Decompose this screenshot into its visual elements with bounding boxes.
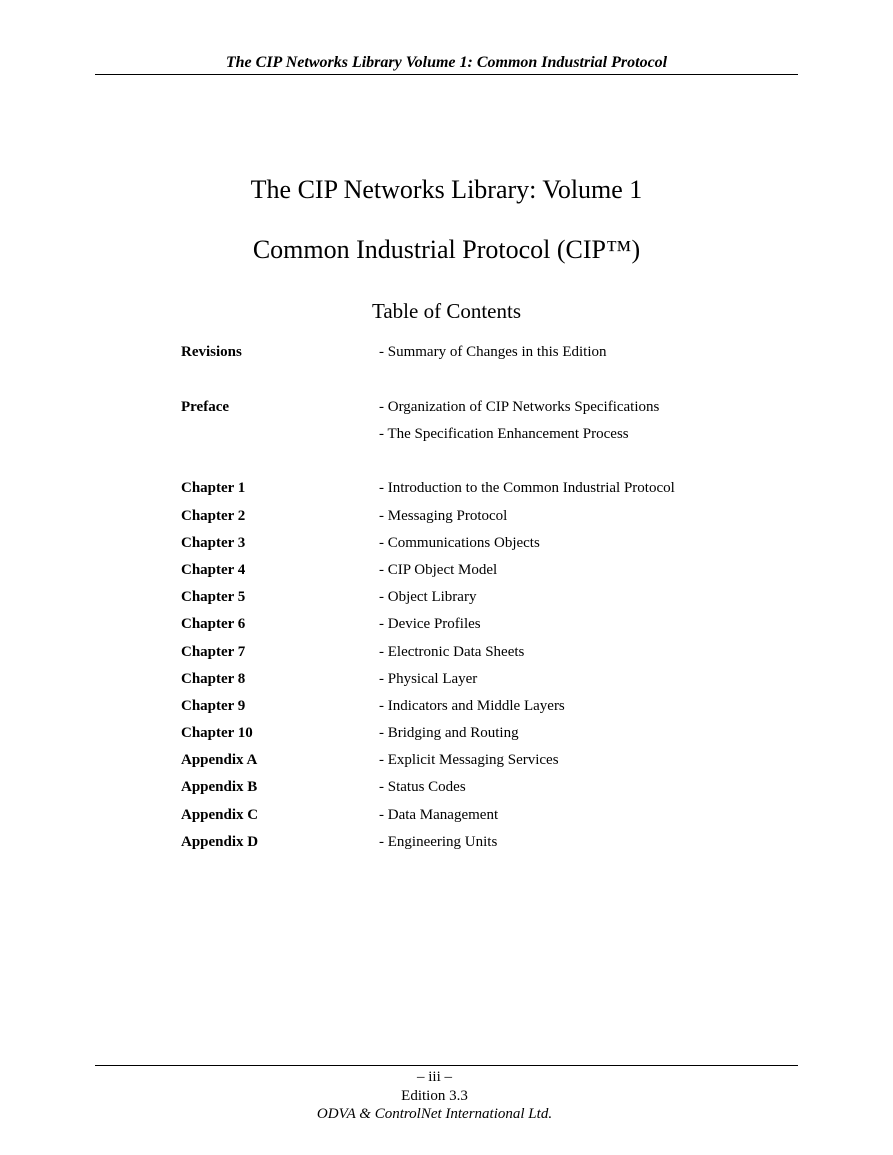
document-title: The CIP Networks Library: Volume 1 (250, 175, 643, 204)
toc-entry-appendix-a (0, 750, 893, 770)
toc-entry-revisions (0, 342, 893, 362)
toc-entry-chapter-8 (0, 669, 893, 689)
toc-entry-description: - Physical Layer (379, 671, 478, 687)
toc-entry-preface-continued (0, 424, 893, 444)
toc-entry-description: - Electronic Data Sheets (379, 644, 525, 660)
toc-entry-label: Revisions (181, 344, 242, 360)
toc-entry-label: Chapter 6 (181, 616, 246, 632)
footer-rule (95, 1065, 798, 1066)
toc-heading: Table of Contents (372, 299, 521, 323)
toc-entry-preface (0, 397, 893, 417)
toc-entry-chapter-4 (0, 560, 893, 580)
toc-entry-label: Preface (181, 399, 230, 415)
toc-entry-appendix-d (0, 832, 893, 852)
toc-entry-label: Chapter 8 (181, 671, 246, 687)
page-number: – iii – (416, 1069, 452, 1085)
toc-entry-appendix-c (0, 805, 893, 825)
toc-entry-label: Chapter 3 (181, 535, 246, 551)
toc-entry-description: - Introduction to the Common Industrial Protocol (379, 480, 675, 496)
toc-entry-label: Chapter 2 (181, 508, 246, 524)
edition-label: Edition 3.3 (401, 1088, 468, 1104)
toc-entry-description: - The Specification Enhancement Process (379, 426, 629, 442)
toc-entry-label: Appendix A (181, 752, 258, 768)
toc-entry-description: - CIP Object Model (379, 562, 498, 578)
toc-entry-label: Appendix D (181, 834, 259, 850)
toc-entry-description: - Status Codes (379, 779, 466, 795)
toc-entry-chapter-6 (0, 614, 893, 634)
toc-entry-chapter-10 (0, 723, 893, 743)
publisher-label: ODVA & ControlNet International Ltd. (316, 1106, 553, 1122)
toc-entry-chapter-5 (0, 587, 893, 607)
toc-entry-chapter-7 (0, 642, 893, 662)
toc-entry-description: - Engineering Units (379, 834, 498, 850)
toc-entry-label: Appendix B (181, 779, 258, 795)
toc-entry-label: Chapter 7 (181, 644, 246, 660)
toc-entry-chapter-3 (0, 533, 893, 553)
toc-entry-appendix-b (0, 777, 893, 797)
toc-entry-description: - Organization of CIP Networks Specifications (379, 399, 660, 415)
toc-entry-description: - Data Management (379, 807, 499, 823)
toc-entry-label: Chapter 5 (181, 589, 246, 605)
header-rule (95, 74, 798, 75)
toc-entry-label: Chapter 4 (181, 562, 246, 578)
toc-entry-label: Chapter 10 (181, 725, 253, 741)
toc-entry-chapter-9 (0, 696, 893, 716)
toc-entry-chapter-1 (0, 478, 893, 498)
document-subtitle: Common Industrial Protocol (CIP™) (252, 235, 641, 264)
toc-entry-description: - Explicit Messaging Services (379, 752, 559, 768)
toc-entry-description: - Device Profiles (379, 616, 481, 632)
toc-entry-label: Appendix C (181, 807, 259, 823)
toc-entry-description: - Communications Objects (379, 535, 540, 551)
toc-entry-label: Chapter 9 (181, 698, 246, 714)
toc-entry-description: - Bridging and Routing (379, 725, 519, 741)
toc-entry-chapter-2 (0, 506, 893, 526)
toc-entry-description: - Object Library (379, 589, 477, 605)
toc-entry-label: Chapter 1 (181, 480, 246, 496)
toc-entry-description: - Summary of Changes in this Edition (379, 344, 607, 360)
running-header: The CIP Networks Library Volume 1: Common Industrial Protocol (225, 54, 668, 71)
toc-entry-description: - Indicators and Middle Layers (379, 698, 565, 714)
toc-entry-description: - Messaging Protocol (379, 508, 508, 524)
